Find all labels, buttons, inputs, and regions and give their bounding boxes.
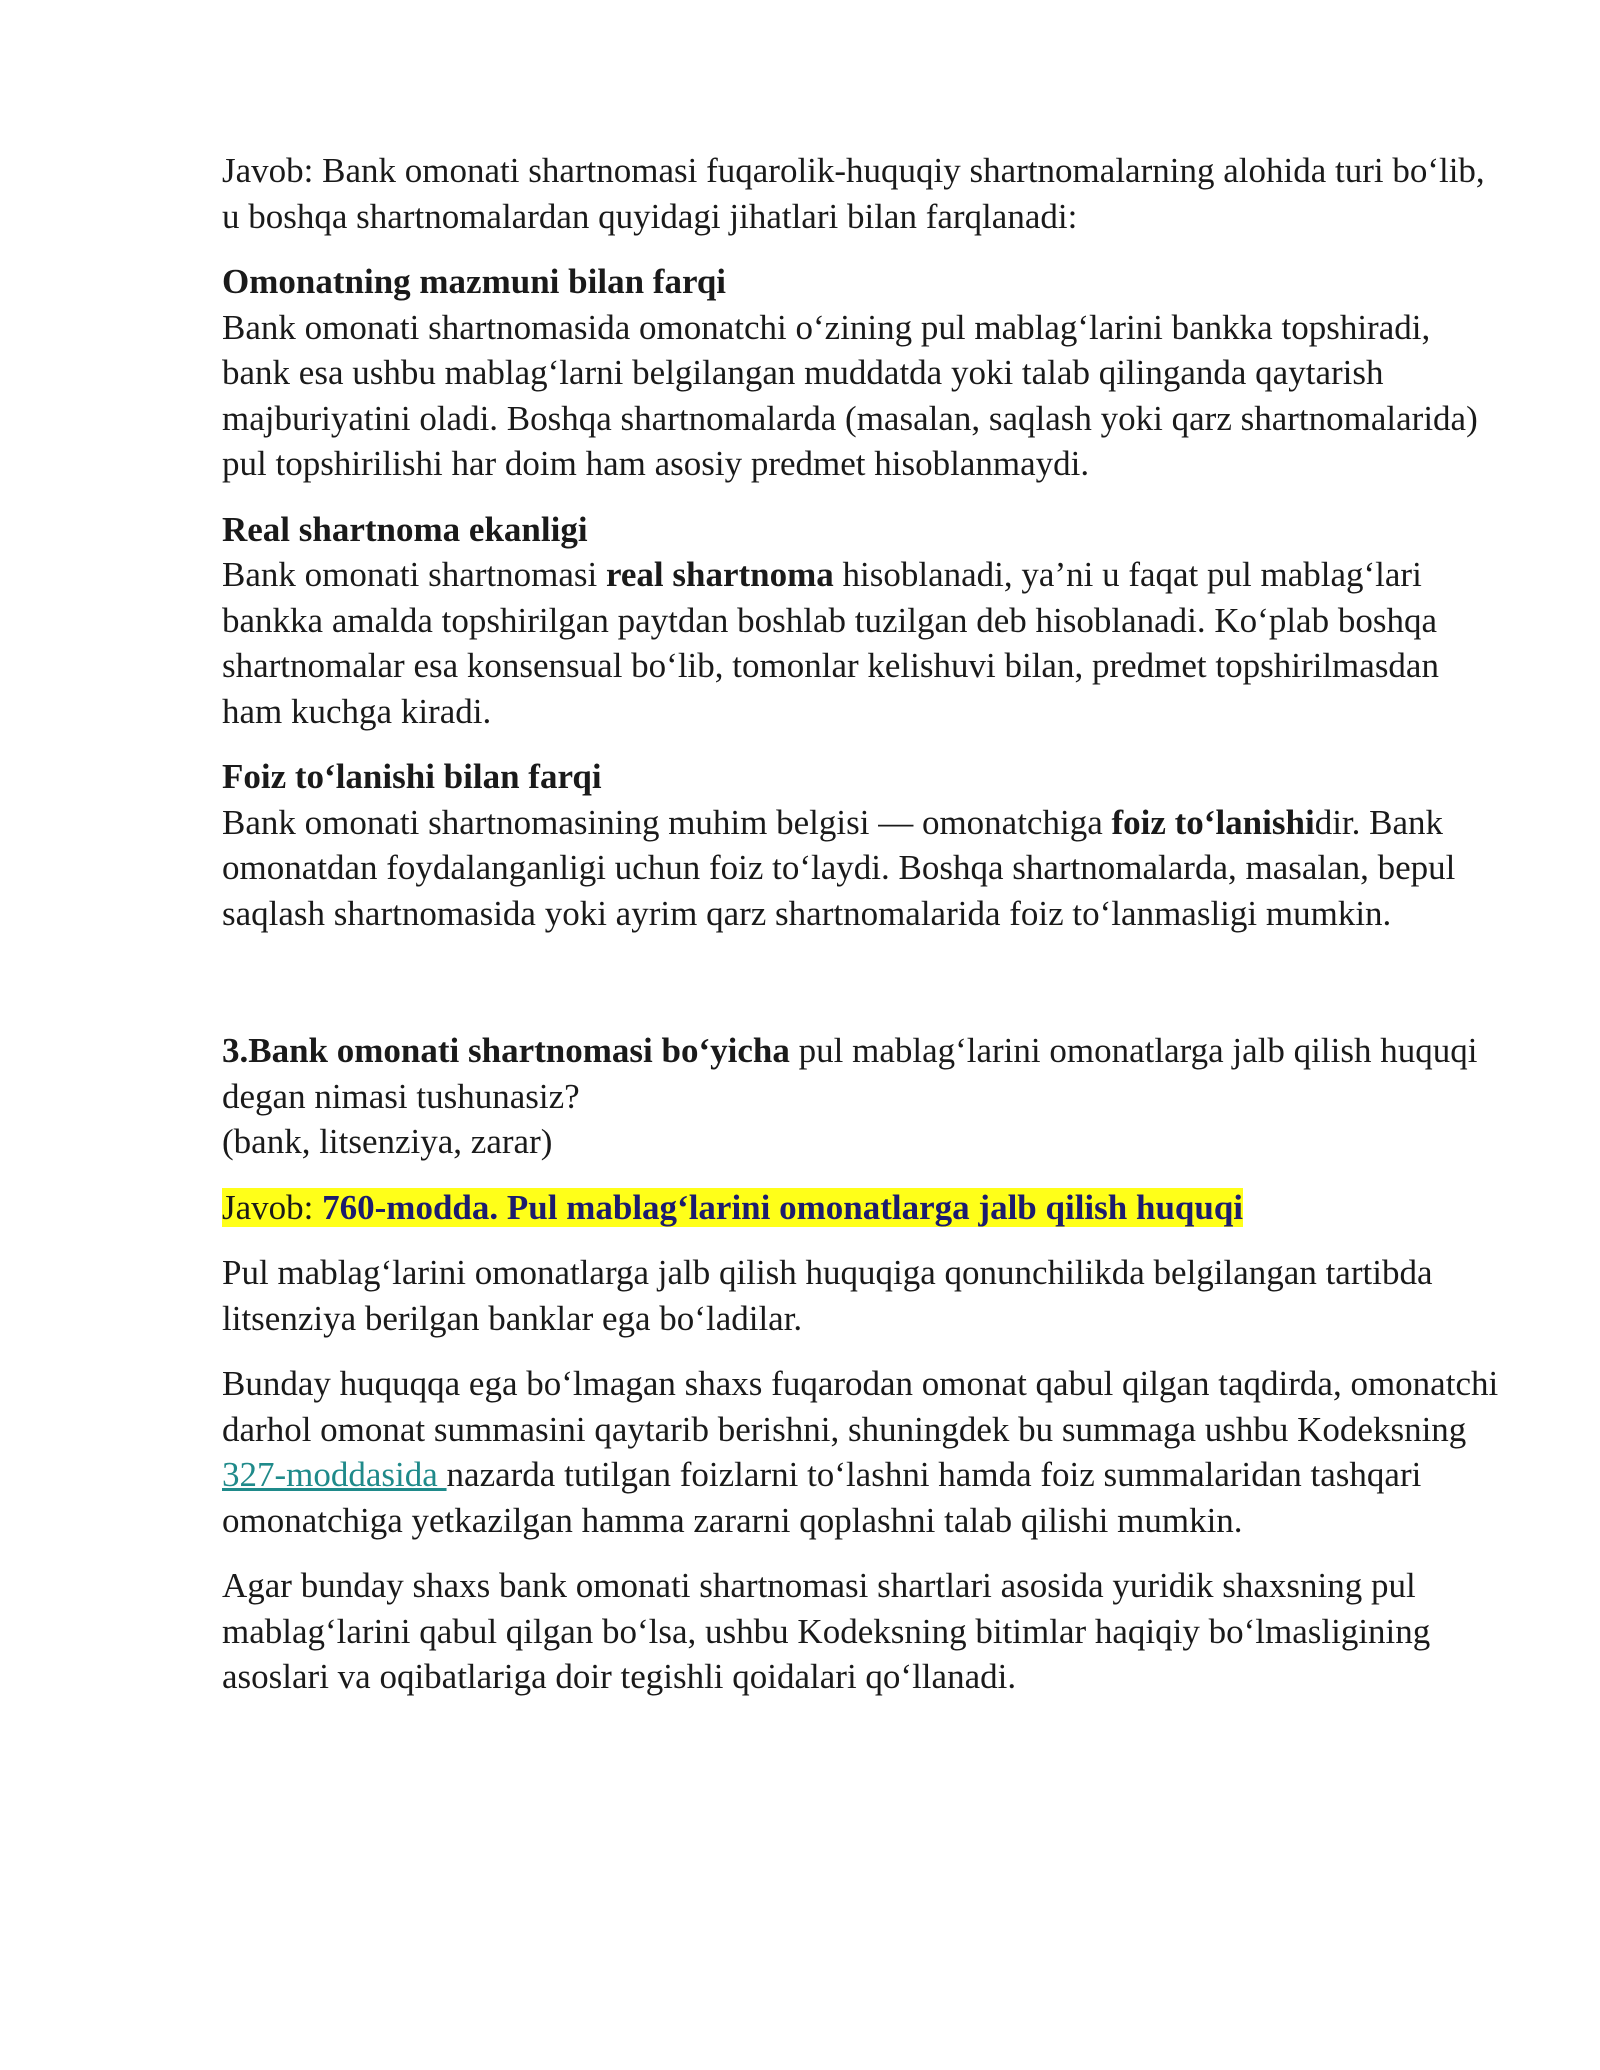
answer-label: Javob: [222,1187,323,1227]
section-real-contract [222,507,1502,735]
article-title: 760-modda. Pul mablag‘larini omonatlarga jalb qilish huquqi [322,1187,1244,1227]
bold-term: foiz to‘lanishi [1111,802,1315,842]
answer-paragraph-1: Pul mablag‘larini omonatlarga jalb qilish huquqiga qonunchilikda belgilangan tartibda litsenziya berilgan banklar ega bo‘ladilar. [222,1253,1433,1338]
bold-term: real shartnoma [605,555,834,594]
section-text: Bank omonati shartnomasi real shartnoma hisoblanadi, ya’ni u faqat pul mablag‘lari bankka amalda topshirilgan paytdan boshlab tuzilgan deb hisoblanadi. Ko‘plab boshqa shartnomalar esa konsensual bo‘lib, tomonlar kelishuvi bilan, predmet topshirilmasdan ham kuchga kiradi. [222,555,1439,731]
answer-paragraph-2: Bunday huquqqa ega bo‘lmagan shaxs fuqarodan omonat qabul qilgan taqdirda, omonatchi darhol omonat summasini qaytarib berishni, shuningdek bu summaga ushbu Kodeksning 327-moddasida nazarda tutilgan foizlarni to‘lashni hamda foiz summalaridan tashqari omonatchiga yetkazilgan hamma zararni qoplashni talab qilishi mumkin. [222,1364,1499,1540]
section-heading: Omonatning mazmuni bilan farqi [222,262,727,301]
question-number: 3.Bank omonati shartnomasi bo‘yicha [222,1031,790,1070]
section-text: Bank omonati shartnomasida omonatchi o‘zining pul mablag‘larini bankka topshiradi, bank esa ushbu mablag‘larni belgilangan muddatda yoki talab qilinganda qaytarish majburiyatini oladi. Boshqa shartnomalarda (masalan, saqlash yoki qarz shartnomalarida) pul topshirilishi har doim ham asosiy predmet hisoblanmaydi. [222,307,1478,483]
answer-heading [222,1185,1502,1231]
question-block [222,1028,1502,1165]
section-text: Bank omonati shartnomasining muhim belgisi — omonatchiga foiz to‘lanishidir. Bank omonatdan foydalanganligi uchun foiz to‘laydi. Boshqa shartnomalarda, masalan, bepul saqlash shartnomasida yoki ayrim qarz shartnomalarida foiz to‘lanmasligi mumkin. [222,802,1456,933]
question-keywords: (bank, litsenziya, zarar) [222,1122,553,1161]
document-page [222,148,1502,1700]
section-interest-payment [222,754,1502,936]
highlighted-answer-title [222,1188,1243,1227]
section-content-difference [222,259,1502,487]
section-heading: Foiz to‘lanishi bilan farqi [222,757,602,796]
question-text: 3.Bank omonati shartnomasi bo‘yicha pul mablag‘larini omonatlarga jalb qilish huquqi degan nimasi tushunasiz? [222,1031,1478,1116]
intro-paragraph: Javob: Bank omonati shartnomasi fuqarolik-huquqiy shartnomalarning alohida turi bo‘lib, u boshqa shartnomalardan quyidagi jihatlari bilan farqlanadi: [222,151,1485,236]
article-327-link[interactable]: 327-moddasida [222,1455,447,1494]
section-heading: Real shartnoma ekanligi [222,509,588,549]
answer-paragraph-3: Agar bunday shaxs bank omonati shartnomasi shartlari asosida yuridik shaxsning pul mablag‘larini qabul qilgan bo‘lsa, ushbu Kodeksning bitimlar haqiqiy bo‘lmasligining asoslari va oqibatlariga doir tegishli qoidalari qo‘llanadi. [222,1566,1431,1696]
